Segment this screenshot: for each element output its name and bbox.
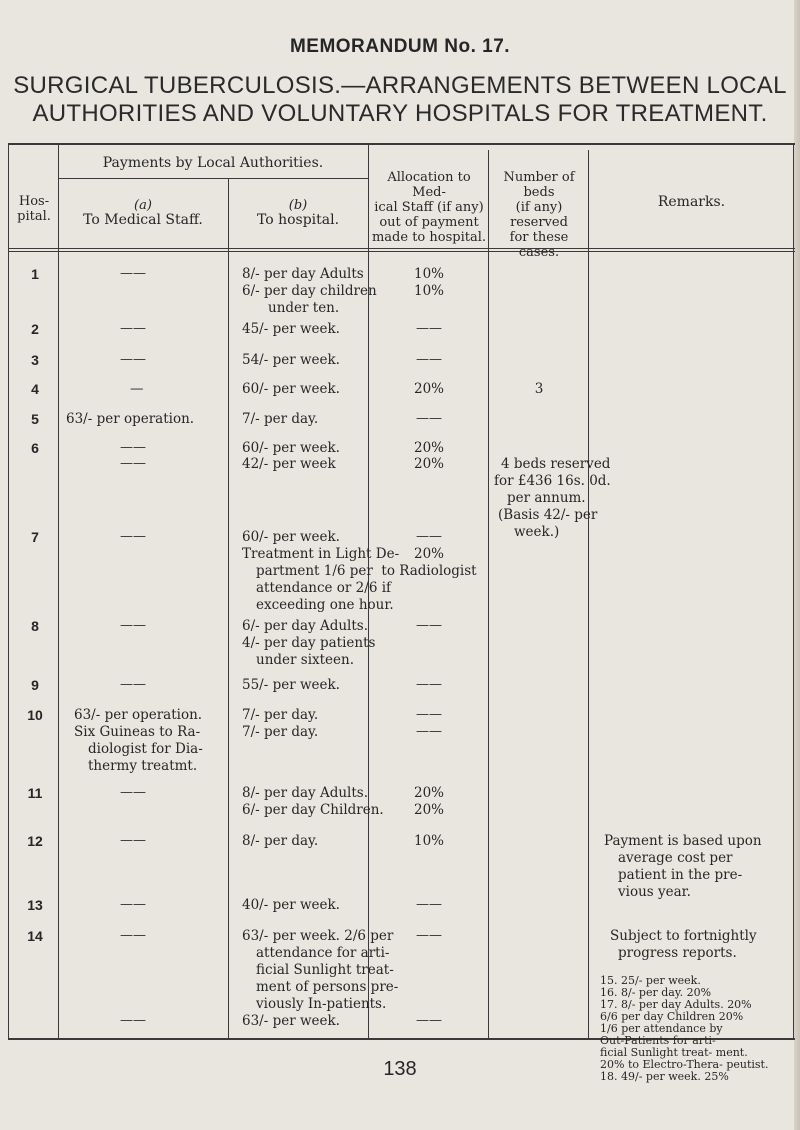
header-hospital-line-1: Hos-	[18, 194, 50, 209]
hospital-number: 12	[27, 833, 43, 849]
empty-cell-dash: ——	[120, 352, 146, 367]
medical-staff-payment: thermy treatmt.	[88, 758, 198, 774]
hospital-number: 18	[600, 1070, 614, 1083]
allocation-value: 20%	[718, 1010, 744, 1023]
remarks-text: Subject to fortnightly	[610, 928, 757, 944]
header-to-hospital	[232, 198, 364, 228]
hospital-payment: 45/- per week.	[242, 321, 340, 337]
table-left-rule	[8, 143, 9, 1039]
hospital-payment: 40/- per week.	[242, 897, 340, 913]
allocation-value: 20%	[413, 381, 444, 397]
empty-cell-dash: ——	[120, 321, 146, 336]
document-title-line-1: SURGICAL TUBERCULOSIS.—ARRANGEMENTS BETWEEN LOCAL	[13, 72, 787, 99]
header-beds	[490, 170, 588, 260]
header-allocation-line-4: made to hospital.	[371, 230, 487, 245]
memorandum-heading: MEMORANDUM No. 17.	[289, 36, 511, 57]
empty-cell-dash: ——	[416, 677, 442, 692]
column-divider-beds	[488, 150, 489, 1039]
hospital-number: 17	[600, 998, 614, 1011]
header-beds-line-2: (if any) reserved	[510, 200, 568, 230]
header-allocation-line-3: out of payment	[379, 215, 479, 230]
allocation-value: 20%	[413, 802, 444, 818]
hospital-payment: ficial Sunlight treat-	[600, 1046, 713, 1059]
header-a-letter: (a)	[134, 198, 152, 213]
hospital-payment: 6/- per day children	[242, 283, 377, 299]
hospital-payment: 8/- per day.	[242, 833, 319, 849]
row-17-summary: 17. 8/- per day Adults. 20%	[600, 998, 752, 1011]
beds-reserved: per annum.	[507, 490, 586, 506]
medical-staff-payment: Six Guineas to Ra-	[74, 724, 201, 740]
header-hospital	[14, 194, 54, 224]
hospital-number: 15	[600, 974, 614, 987]
header-beds-line-1: Number of beds	[503, 170, 575, 200]
empty-cell-dash: ——	[416, 529, 442, 544]
beds-reserved: week.)	[514, 524, 560, 540]
hospital-payment: under sixteen.	[256, 652, 355, 668]
payments-group-rule	[58, 178, 368, 179]
empty-cell-dash: ——	[416, 1013, 442, 1028]
empty-cell-dash: ——	[416, 724, 442, 739]
hospital-number: 13	[27, 897, 43, 913]
hospital-number: 10	[27, 707, 43, 723]
hospital-payment: 55/- per week.	[242, 677, 340, 693]
empty-cell-dash: ——	[120, 529, 146, 544]
beds-reserved: (Basis 42/- per	[498, 507, 598, 523]
hospital-payment: 25/- per week.	[621, 974, 701, 987]
empty-cell-dash: ——	[416, 352, 442, 367]
beds-reserved: 4 beds reserved	[501, 456, 611, 472]
allocation-value: 20%	[413, 440, 444, 456]
empty-cell-dash: ——	[120, 456, 146, 471]
beds-reserved: for £436 16s. 0d.	[494, 473, 611, 489]
header-allocation-line-1: Allocation to Med-	[387, 170, 471, 200]
allocation-value: 10%	[413, 283, 444, 299]
hospital-payment: 8/- per day.	[621, 986, 684, 999]
column-divider-hospital	[58, 143, 59, 1039]
empty-cell-dash: ——	[120, 928, 146, 943]
hospital-payment: 49/- per week.	[621, 1070, 701, 1083]
empty-cell-dash: ——	[416, 707, 442, 722]
hospital-payment: 42/- per week	[242, 456, 336, 472]
medical-staff-payment: 63/- per operation.	[66, 411, 195, 427]
hospital-number: 2	[31, 321, 39, 337]
header-b-label: To hospital.	[256, 212, 340, 228]
row-16-summary: 16. 8/- per day. 20%	[600, 986, 712, 999]
hospital-number: 16	[600, 986, 614, 999]
hospital-payment: partment 1/6 per	[256, 563, 373, 579]
header-allocation	[370, 170, 488, 245]
allocation-value: 20%	[686, 986, 712, 999]
hospital-payment: 60/- per week.	[242, 529, 340, 545]
hospital-payment: 60/- per week.	[242, 381, 340, 397]
header-hospital-line-2: pital.	[17, 209, 51, 224]
empty-cell-dash: ——	[120, 785, 146, 800]
hospital-payment: 7/- per day.	[242, 724, 319, 740]
hospital-payment: Treatment in Light De-	[242, 546, 400, 562]
hospital-number: 5	[31, 411, 39, 427]
header-beds-line-3: for these cases.	[509, 230, 569, 260]
hospital-payment: Out-Patients for arti-	[600, 1034, 716, 1047]
allocation-value: 25%	[704, 1070, 729, 1083]
hospital-payment: 6/- per day Adults.	[242, 618, 369, 634]
remarks-text: Payment is based upon	[604, 833, 762, 849]
empty-cell-dash: ——	[120, 266, 146, 281]
hospital-payment: 6/- per day Children.	[242, 802, 384, 818]
medical-staff-payment: diologist for Dia-	[88, 741, 203, 757]
row-15-summary: 15. 25/- per week.	[600, 974, 701, 987]
hospital-payment: attendance for arti-	[256, 945, 390, 961]
hospital-number: 9	[31, 677, 39, 693]
beds-reserved: 3	[534, 381, 544, 397]
hospital-number: 7	[31, 529, 39, 545]
header-bottom-rule	[8, 248, 795, 249]
allocation-value: 20%	[413, 785, 444, 801]
header-medical-staff	[62, 198, 224, 228]
allocation-value: Electro-Thera-	[642, 1058, 723, 1071]
allocation-value: 20%	[727, 998, 752, 1011]
allocation-value: 20%	[413, 546, 444, 562]
hospital-payment: 63/- per week. 2/6 per	[242, 928, 394, 944]
empty-cell-dash: ——	[416, 618, 442, 633]
empty-cell-dash: ——	[120, 440, 146, 455]
empty-cell-dash: ——	[120, 833, 146, 848]
hospital-payment: 8/- per day Adults.	[621, 998, 724, 1011]
hospital-number: 3	[31, 352, 39, 368]
empty-cell-dash: ——	[416, 321, 442, 336]
hospital-payment: 60/- per week.	[242, 440, 340, 456]
hospital-payment: viously In-patients.	[256, 996, 387, 1012]
column-divider-remarks	[588, 150, 589, 1039]
page-number: 138	[383, 1058, 417, 1080]
allocation-value: 10%	[413, 833, 444, 849]
header-bottom-rule-2	[8, 251, 795, 252]
allocation-value: 20%	[413, 456, 444, 472]
hospital-payment: 1/6 per attendance by	[600, 1022, 723, 1035]
hospital-number: 1	[31, 266, 39, 282]
hospital-payment: 7/- per day.	[242, 707, 319, 723]
hospital-payment: under ten.	[268, 300, 340, 316]
hospital-payment: ment.	[715, 1046, 748, 1059]
header-b-letter: (b)	[288, 198, 308, 213]
hospital-payment: ment of persons pre-	[256, 979, 399, 995]
medical-staff-payment: 63/- per operation.	[74, 707, 203, 723]
hospital-payment: 7/- per day.	[242, 411, 319, 427]
header-a-label: To Medical Staff.	[83, 212, 203, 228]
hospital-payment: 8/- per day Adults	[242, 266, 364, 282]
hospital-number: 14	[27, 928, 43, 944]
hospital-payment: 4/- per day patients	[242, 635, 376, 651]
header-remarks: Remarks.	[657, 194, 726, 210]
empty-cell-dash: ——	[416, 411, 442, 426]
allocation-value: 20% to	[600, 1058, 639, 1071]
hospital-number: 6	[31, 440, 39, 456]
empty-cell-dash: ——	[416, 897, 442, 912]
empty-cell-dash: ——	[120, 677, 146, 692]
hospital-number: 4	[31, 381, 39, 397]
column-divider-a-b	[228, 178, 229, 1039]
empty-cell-dash: ——	[120, 618, 146, 633]
remarks-text: progress reports.	[618, 945, 737, 961]
row-18-summary: 18. 49/- per week. 25%	[600, 1070, 729, 1083]
allocation-value: peutist.	[726, 1058, 769, 1071]
empty-cell-dash: ——	[120, 1013, 146, 1028]
remarks-text: average cost per	[618, 850, 733, 866]
remarks-text: vious year.	[618, 884, 691, 900]
header-allocation-line-2: ical Staff (if any)	[374, 200, 484, 215]
table-right-rule	[793, 143, 794, 1039]
table-top-rule	[8, 143, 795, 145]
hospital-payment: ficial Sunlight treat-	[256, 962, 394, 978]
hospital-payment: 8/- per day Adults.	[242, 785, 369, 801]
allocation-value: 10%	[413, 266, 444, 282]
hospital-number: 8	[31, 618, 39, 634]
empty-cell-dash: ——	[416, 928, 442, 943]
hospital-payment: 63/- per week.	[242, 1013, 340, 1029]
medical-staff-payment: —	[130, 381, 144, 397]
header-payments-group: Payments by Local Authorities.	[102, 155, 324, 171]
hospital-payment: exceeding one hour.	[256, 597, 394, 613]
remarks-text: patient in the pre-	[618, 867, 743, 883]
allocation-value: to Radiologist	[381, 563, 477, 579]
hospital-payment: 54/- per week.	[242, 352, 340, 368]
hospital-number: 11	[27, 785, 43, 801]
empty-cell-dash: ——	[120, 897, 146, 912]
page-edge-shadow	[794, 0, 800, 1130]
hospital-payment: 6/6 per day Children	[600, 1010, 716, 1023]
hospital-payment: attendance or 2/6 if	[256, 580, 392, 596]
document-title-line-2: AUTHORITIES AND VOLUNTARY HOSPITALS FOR TREATMENT.	[32, 100, 768, 127]
